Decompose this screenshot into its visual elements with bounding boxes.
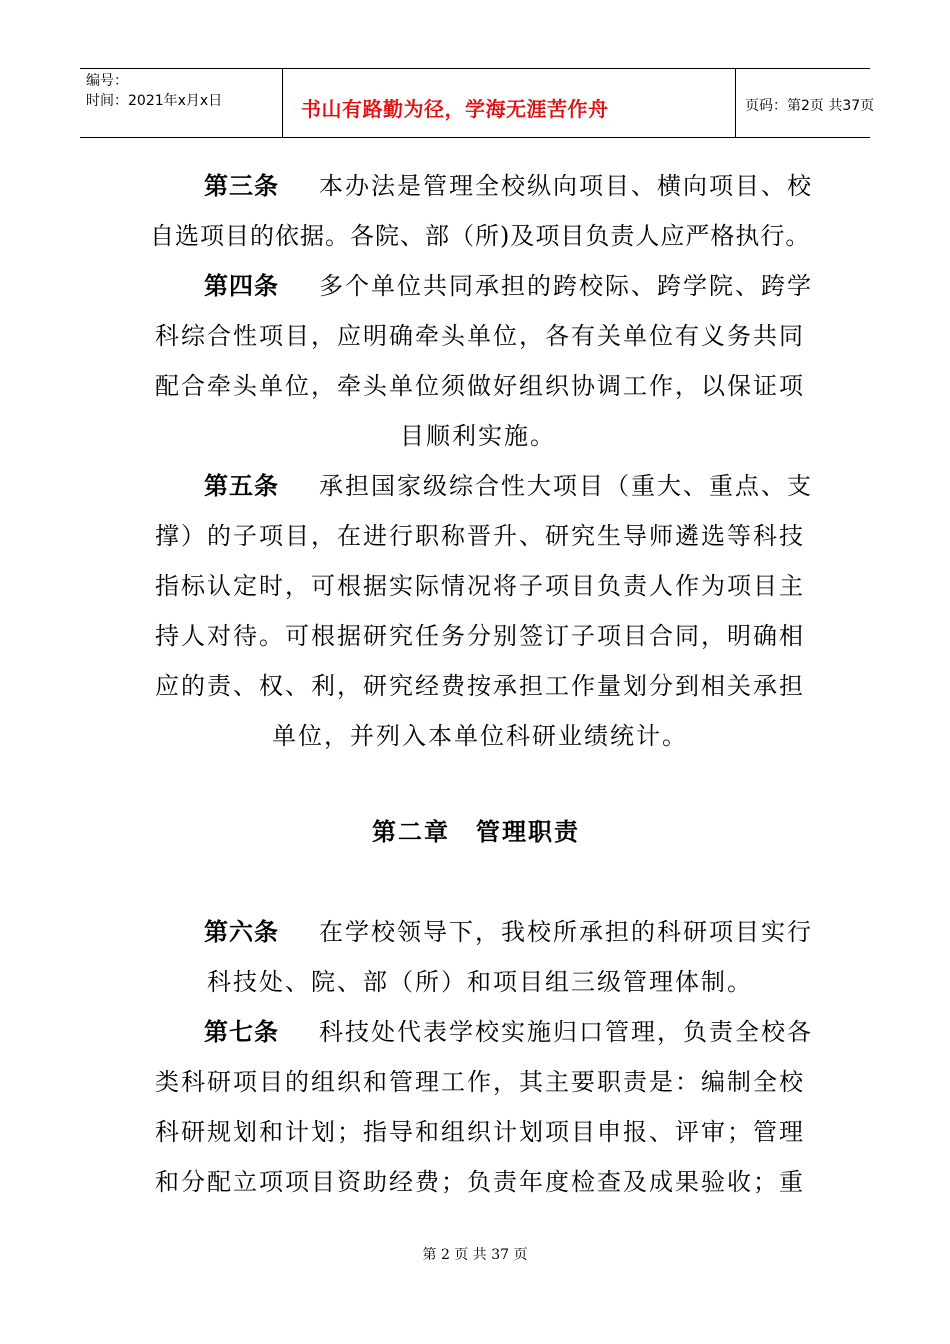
article-6-line-1 bbox=[204, 917, 813, 947]
article-4-line-3: 配合牵头单位，牵头单位须做好组织协调工作，以保证项 bbox=[155, 372, 805, 400]
document-number-label: 编号： bbox=[86, 73, 128, 89]
document-header bbox=[80, 68, 875, 138]
article-6-label: 第六条 bbox=[204, 918, 279, 946]
article-7-line-3: 科研规划和计划；指导和组织计划项目申报、评审；管理 bbox=[155, 1118, 805, 1146]
article-7-line-4: 和分配立项项目资助经费；负责年度检查及成果验收；重 bbox=[155, 1168, 805, 1196]
chapter-2-title: 第二章 管理职责 bbox=[372, 818, 580, 846]
article-4-line-2: 科综合性项目，应明确牵头单位，各有关单位有义务共同 bbox=[155, 322, 805, 350]
article-4-label: 第四条 bbox=[204, 272, 279, 300]
header-motto: 书山有路勤为径，学海无涯苦作舟 bbox=[301, 97, 609, 121]
article-5-line-3: 指标认定时，可根据实际情况将子项目负责人作为项目主 bbox=[155, 572, 805, 600]
article-7-label: 第七条 bbox=[204, 1018, 279, 1046]
article-5-label: 第五条 bbox=[204, 472, 279, 500]
header-page-code: 页码：第2页 共37页 bbox=[745, 98, 875, 114]
article-3-text-1: 本办法是管理全校纵向项目、横向项目、校 bbox=[319, 172, 813, 200]
article-7-line-2: 类科研项目的组织和管理工作，其主要职责是：编制全校 bbox=[155, 1068, 805, 1096]
header-motto-cell bbox=[282, 69, 736, 137]
article-5-line-6: 单位，并列入本单位科研业绩统计。 bbox=[272, 722, 688, 750]
document-date: 时间：2021年x月x日 bbox=[86, 93, 223, 109]
article-7-text-1: 科技处代表学校实施归口管理，负责全校各 bbox=[319, 1018, 813, 1046]
article-3-line-1 bbox=[204, 171, 813, 201]
article-4-text-1: 多个单位共同承担的跨校际、跨学院、跨学 bbox=[319, 272, 813, 300]
article-5-line-4: 持人对待。可根据研究任务分别签订子项目合同，明确相 bbox=[155, 622, 805, 650]
article-5-line-1 bbox=[204, 471, 813, 501]
article-3-line-2: 自选项目的依据。各院、部（所)及项目负责人应严格执行。 bbox=[150, 222, 811, 250]
article-3-label: 第三条 bbox=[204, 172, 279, 200]
article-6-line-2: 科技处、院、部（所）和项目组三级管理体制。 bbox=[207, 968, 753, 996]
article-5-line-5: 应的责、权、利，研究经费按承担工作量划分到相关承担 bbox=[155, 672, 805, 700]
article-5-text-1: 承担国家级综合性大项目（重大、重点、支 bbox=[319, 472, 813, 500]
article-4-line-1 bbox=[204, 271, 813, 301]
header-meta-cell bbox=[80, 69, 282, 137]
header-page-cell bbox=[735, 69, 875, 137]
article-4-line-4: 目顺利实施。 bbox=[400, 422, 556, 450]
article-7-line-1 bbox=[204, 1017, 813, 1047]
article-5-line-2: 撑）的子项目，在进行职称晋升、研究生导师遴选等科技 bbox=[155, 522, 805, 550]
article-6-text-1: 在学校领导下，我校所承担的科研项目实行 bbox=[319, 918, 813, 946]
page-footer: 第 2 页 共 37 页 bbox=[422, 1247, 528, 1263]
